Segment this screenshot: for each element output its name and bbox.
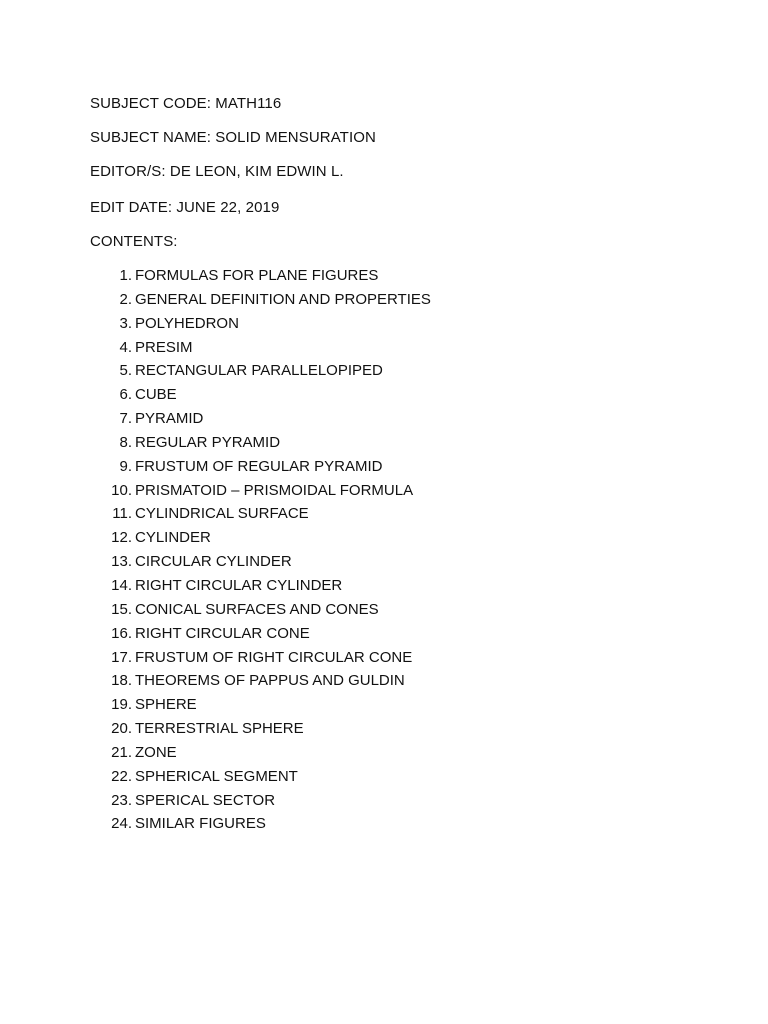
list-item-text: RIGHT CIRCULAR CONE — [135, 624, 310, 642]
edit-date: EDIT DATE: JUNE 22, 2019 — [90, 199, 280, 216]
list-item-text: CUBE — [135, 386, 177, 404]
list-item-number: 18. — [111, 672, 132, 690]
list-item-number: 1. — [119, 267, 132, 284]
list-item-text: GENERAL DEFINITION AND PROPERTIES — [135, 290, 431, 308]
list-item-text: SIMILAR FIGURES — [135, 815, 266, 833]
list-item-number: 15. — [111, 600, 132, 618]
list-item-text: FORMULAS FOR PLANE FIGURES — [135, 267, 379, 284]
contents-heading: CONTENTS: — [90, 233, 178, 250]
list-item-text: CYLINDER — [135, 529, 211, 547]
list-item-number: 9. — [119, 457, 132, 475]
list-item-text: POLYHEDRON — [135, 314, 239, 332]
list-item-number: 7. — [119, 410, 132, 428]
list-item-text: PRISMATOID – PRISMOIDAL FORMULA — [135, 481, 414, 499]
list-item-number: 6. — [119, 386, 132, 404]
list-item-number: 8. — [119, 433, 132, 451]
list-item-text: CIRCULAR CYLINDER — [135, 553, 292, 571]
list-item-text: FRUSTUM OF REGULAR PYRAMID — [135, 457, 383, 475]
list-item-text: RIGHT CIRCULAR CYLINDER — [135, 576, 343, 594]
list-item-number: 11. — [112, 505, 132, 523]
list-item-text: THEOREMS OF PAPPUS AND GULDIN — [135, 672, 405, 690]
list-item-number: 2. — [119, 290, 132, 308]
list-item-number: 14. — [111, 576, 132, 594]
list-item-text: TERRESTRIAL SPHERE — [135, 720, 304, 738]
list-item-text: RECTANGULAR PARALLELOPIPED — [135, 362, 383, 380]
list-item-text: PRESIM — [135, 338, 193, 356]
list-item-number: 16. — [111, 624, 132, 642]
list-item-text: SPHERE — [135, 696, 197, 714]
list-item-number: 13. — [111, 553, 132, 571]
list-item-number: 12. — [111, 529, 132, 547]
list-item-number: 10. — [111, 481, 132, 499]
list-item-text: REGULAR PYRAMID — [135, 433, 281, 451]
list-item-number: 17. — [111, 648, 132, 666]
subject-code: SUBJECT CODE: MATH116 — [90, 95, 282, 112]
editors: EDITOR/S: DE LEON, KIM EDWIN L. — [90, 163, 344, 180]
list-item-number: 22. — [111, 767, 132, 785]
list-item-number: 24. — [111, 815, 132, 833]
list-item-text: SPHERICAL SEGMENT — [135, 767, 298, 785]
list-item-text: PYRAMID — [135, 410, 204, 428]
list-item-number: 20. — [111, 720, 132, 738]
list-item-number: 23. — [111, 791, 132, 809]
list-item-number: 3. — [119, 314, 132, 332]
list-item-text: CONICAL SURFACES AND CONES — [135, 600, 379, 618]
list-item-number: 5. — [119, 362, 132, 380]
subject-name: SUBJECT NAME: SOLID MENSURATION — [90, 129, 376, 146]
list-item-text: ZONE — [135, 743, 177, 761]
list-item-number: 19. — [111, 696, 132, 714]
list-item-text: CYLINDRICAL SURFACE — [135, 505, 309, 523]
list-item-text: FRUSTUM OF RIGHT CIRCULAR CONE — [135, 648, 413, 666]
list-item-text: SPERICAL SECTOR — [135, 791, 276, 809]
list-item-number: 4. — [119, 338, 132, 356]
list-item-number: 21. — [111, 743, 132, 761]
